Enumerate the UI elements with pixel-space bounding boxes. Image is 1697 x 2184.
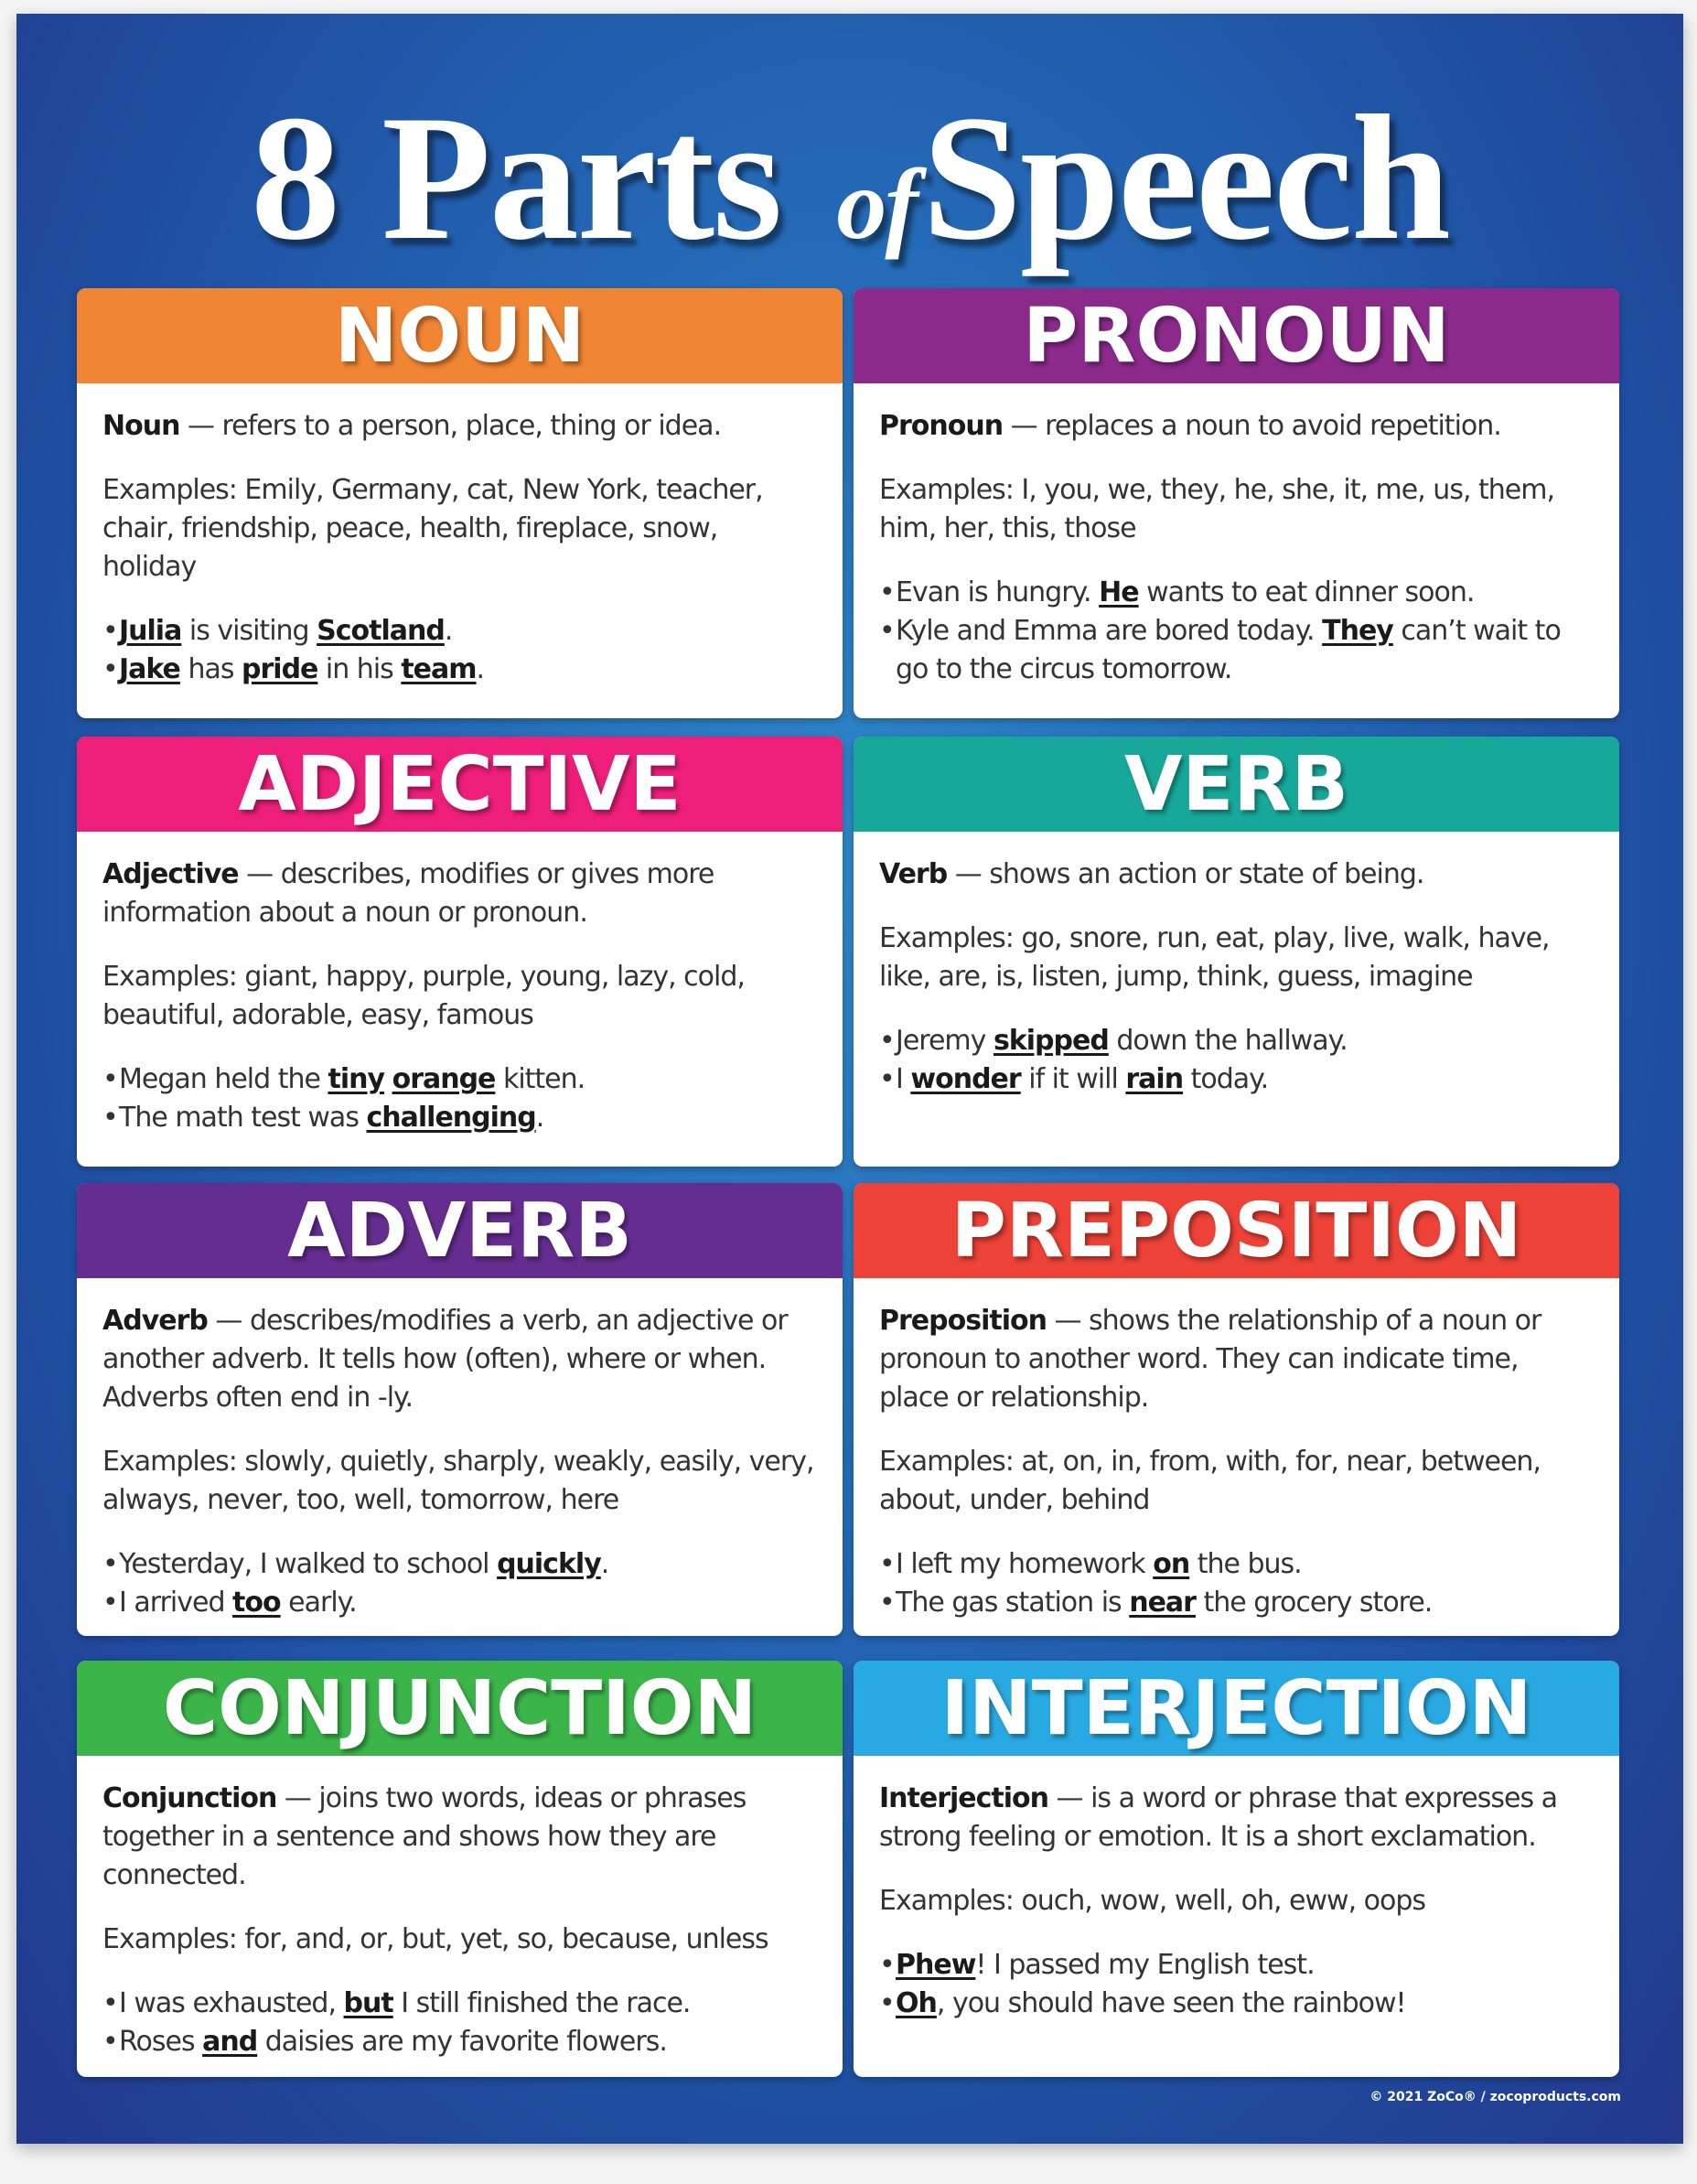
definition-text: — refers to a person, place, thing or idea. bbox=[179, 410, 722, 442]
sentence-text: Roses bbox=[119, 2026, 203, 2058]
definition-term: Preposition bbox=[879, 1305, 1047, 1337]
examples: Examples: for, and, or, but, yet, so, because, unless bbox=[102, 1923, 768, 1955]
card-body bbox=[854, 383, 1619, 689]
card-body bbox=[854, 1756, 1619, 2023]
definition bbox=[102, 855, 817, 932]
definition bbox=[879, 407, 1594, 446]
examples: Examples: ouch, wow, well, oh, eww, oops bbox=[879, 1885, 1426, 1917]
sentence-text: Kyle and Emma are bored today. bbox=[896, 615, 1323, 647]
example-sentences bbox=[879, 1946, 1594, 2023]
sentence-text: I bbox=[896, 1063, 911, 1095]
sentence-text: daisies are my favorite flowers. bbox=[257, 2026, 667, 2058]
example-sentences bbox=[879, 574, 1594, 689]
card-pronoun bbox=[854, 288, 1619, 718]
highlighted-word: on bbox=[1153, 1548, 1190, 1580]
sentence-text: can’t wait to go to the circus tomorrow. bbox=[896, 615, 1561, 685]
example-sentence bbox=[879, 612, 1594, 689]
highlighted-word: near bbox=[1129, 1587, 1196, 1619]
definition-term: Verb bbox=[879, 858, 948, 890]
definition-text: — joins two words, ideas or phrases together in a sentence and shows how they are connected. bbox=[102, 1782, 746, 1891]
definition bbox=[102, 1302, 817, 1417]
definition-text: — describes/modifies a verb, an adjective or another adverb. It tells how (often), where or when. Adverbs often end in -ly. bbox=[102, 1305, 788, 1414]
card-preposition bbox=[854, 1183, 1619, 1636]
highlighted-word: orange bbox=[392, 1063, 496, 1095]
card-heading: ADJECTIVE bbox=[77, 737, 843, 832]
highlighted-word: Phew bbox=[896, 1949, 976, 1981]
highlighted-word: quickly bbox=[497, 1548, 601, 1580]
definition-term: Noun bbox=[102, 410, 180, 442]
example-sentence bbox=[879, 1060, 1594, 1099]
sentence-text: the grocery store. bbox=[1195, 1587, 1433, 1619]
example-sentence bbox=[879, 1584, 1594, 1622]
sentence-text: ! I passed my English test. bbox=[975, 1949, 1315, 1981]
examples: Examples: at, on, in, from, with, for, near, between, about, under, behind bbox=[879, 1446, 1541, 1516]
sentence-text: . bbox=[444, 615, 453, 647]
example-sentence bbox=[879, 1545, 1594, 1584]
highlighted-word: Julia bbox=[119, 615, 182, 647]
card-verb bbox=[854, 737, 1619, 1167]
card-body bbox=[77, 1756, 843, 2061]
sentence-text: . bbox=[535, 1102, 544, 1134]
highlighted-word: Jake bbox=[119, 653, 180, 685]
sentence-text: Yesterday, I walked to school bbox=[119, 1548, 498, 1580]
example-sentence bbox=[102, 1985, 817, 2023]
sentence-text: Jeremy bbox=[896, 1025, 993, 1057]
example-sentence bbox=[879, 1022, 1594, 1060]
sentence-text bbox=[384, 1063, 392, 1095]
highlighted-word: but bbox=[343, 1987, 393, 2019]
card-heading: NOUN bbox=[77, 288, 843, 383]
title-part-1: 8 Parts bbox=[251, 79, 781, 277]
sentence-text: I arrived bbox=[119, 1587, 233, 1619]
sentence-text: is visiting bbox=[181, 615, 317, 647]
highlighted-word: pride bbox=[242, 653, 318, 685]
highlighted-word: He bbox=[1099, 576, 1139, 608]
definition-text: — replaces a noun to avoid repetition. bbox=[1003, 410, 1501, 442]
card-body bbox=[77, 1278, 843, 1622]
example-sentences bbox=[102, 612, 817, 689]
definition-term: Pronoun bbox=[879, 410, 1004, 442]
sentence-text: if it will bbox=[1020, 1063, 1126, 1095]
example-sentences bbox=[879, 1545, 1594, 1622]
sentence-text: today. bbox=[1183, 1063, 1269, 1095]
examples: Examples: giant, happy, purple, young, lazy, cold, beautiful, adorable, easy, famous bbox=[102, 961, 745, 1031]
card-noun bbox=[77, 288, 843, 718]
highlighted-word: too bbox=[232, 1587, 281, 1619]
sentence-text: . bbox=[600, 1548, 609, 1580]
definition-text: — describes, modifies or gives more information about a noun or pronoun. bbox=[102, 858, 714, 929]
example-sentences bbox=[102, 1060, 817, 1137]
card-heading: PRONOUN bbox=[854, 288, 1619, 383]
sentence-text: Megan held the bbox=[119, 1063, 328, 1095]
sentence-text: Evan is hungry. bbox=[896, 576, 1100, 608]
sentence-text: I left my homework bbox=[896, 1548, 1154, 1580]
highlighted-word: skipped bbox=[993, 1025, 1109, 1057]
definition bbox=[879, 1780, 1594, 1856]
sentence-text: , you should have seen the rainbow! bbox=[936, 1987, 1406, 2019]
copyright-footer: © 2021 ZoCo® / zocoproducts.com bbox=[1369, 2090, 1621, 2104]
sentence-text: down the hallway. bbox=[1108, 1025, 1348, 1057]
highlighted-word: challenging bbox=[366, 1102, 536, 1134]
example-sentence bbox=[879, 574, 1594, 612]
poster bbox=[16, 14, 1683, 2144]
highlighted-word: wonder bbox=[910, 1063, 1021, 1095]
highlighted-word: tiny bbox=[328, 1063, 385, 1095]
card-heading: INTERJECTION bbox=[854, 1661, 1619, 1756]
card-heading: VERB bbox=[854, 737, 1619, 832]
example-sentence bbox=[102, 1060, 817, 1099]
sentence-text: The math test was bbox=[119, 1102, 367, 1134]
example-sentences bbox=[102, 1985, 817, 2061]
definition-term: Conjunction bbox=[102, 1782, 277, 1814]
highlighted-word: and bbox=[202, 2026, 258, 2058]
title-part-2: Speech bbox=[921, 79, 1449, 277]
definition-term: Interjection bbox=[879, 1782, 1049, 1814]
sentence-text: I was exhausted, bbox=[119, 1987, 344, 2019]
examples: Examples: go, snore, run, eat, play, live, walk, have, like, are, is, listen, jump, think, guess, imagine bbox=[879, 922, 1550, 993]
card-heading: CONJUNCTION bbox=[77, 1661, 843, 1756]
card-heading: PREPOSITION bbox=[854, 1183, 1619, 1278]
highlighted-word: Scotland bbox=[317, 615, 445, 647]
card-body bbox=[77, 832, 843, 1137]
sentence-text: I still finished the race. bbox=[392, 1987, 691, 2019]
card-adverb bbox=[77, 1183, 843, 1636]
sentence-text: wants to eat dinner soon. bbox=[1138, 576, 1475, 608]
examples: Examples: I, you, we, they, he, she, it, me, us, them, him, her, this, those bbox=[879, 474, 1555, 544]
example-sentence bbox=[102, 612, 817, 651]
definition bbox=[879, 1302, 1594, 1417]
sentence-text: early. bbox=[280, 1587, 357, 1619]
highlighted-word: team bbox=[401, 653, 477, 685]
card-adjective bbox=[77, 737, 843, 1167]
examples: Examples: slowly, quietly, sharply, weakly, easily, very, always, never, too, well, tomorrow, here bbox=[102, 1446, 814, 1516]
sentence-text: The gas station is bbox=[896, 1587, 1130, 1619]
example-sentence bbox=[879, 1985, 1594, 2023]
page-title bbox=[16, 79, 1683, 296]
definition bbox=[102, 407, 817, 446]
definition bbox=[102, 1780, 817, 1895]
sentence-text: in his bbox=[317, 653, 402, 685]
title-of: of bbox=[836, 148, 917, 260]
example-sentence bbox=[102, 2023, 817, 2061]
sentence-text: has bbox=[179, 653, 242, 685]
card-interjection bbox=[854, 1661, 1619, 2077]
highlighted-word: rain bbox=[1125, 1063, 1184, 1095]
definition bbox=[879, 855, 1594, 894]
definition-term: Adjective bbox=[102, 858, 239, 890]
card-body bbox=[854, 1278, 1619, 1622]
highlighted-word: Oh bbox=[896, 1987, 937, 2019]
definition-text: — shows the relationship of a noun or pronoun to another word. They can indicate time, place or relationship. bbox=[879, 1305, 1541, 1414]
definition-text: — shows an action or state of being. bbox=[947, 858, 1424, 890]
definition-term: Adverb bbox=[102, 1305, 208, 1337]
card-heading: ADVERB bbox=[77, 1183, 843, 1278]
sentence-text: kitten. bbox=[495, 1063, 585, 1095]
example-sentence bbox=[102, 1545, 817, 1584]
example-sentences bbox=[879, 1022, 1594, 1099]
example-sentences bbox=[102, 1545, 817, 1622]
example-sentence bbox=[102, 1099, 817, 1137]
example-sentence bbox=[879, 1946, 1594, 1985]
examples: Examples: Emily, Germany, cat, New York, teacher, chair, friendship, peace, health, fireplace, snow, holiday bbox=[102, 474, 763, 583]
sentence-text: . bbox=[476, 653, 485, 685]
example-sentence bbox=[102, 1584, 817, 1622]
example-sentence bbox=[102, 651, 817, 689]
definition-text: — is a word or phrase that expresses a strong feeling or emotion. It is a short exclamation. bbox=[879, 1782, 1557, 1853]
highlighted-word: They bbox=[1322, 615, 1393, 647]
sentence-text: the bus. bbox=[1189, 1548, 1302, 1580]
card-conjunction bbox=[77, 1661, 843, 2077]
card-body bbox=[77, 383, 843, 689]
card-body bbox=[854, 832, 1619, 1099]
